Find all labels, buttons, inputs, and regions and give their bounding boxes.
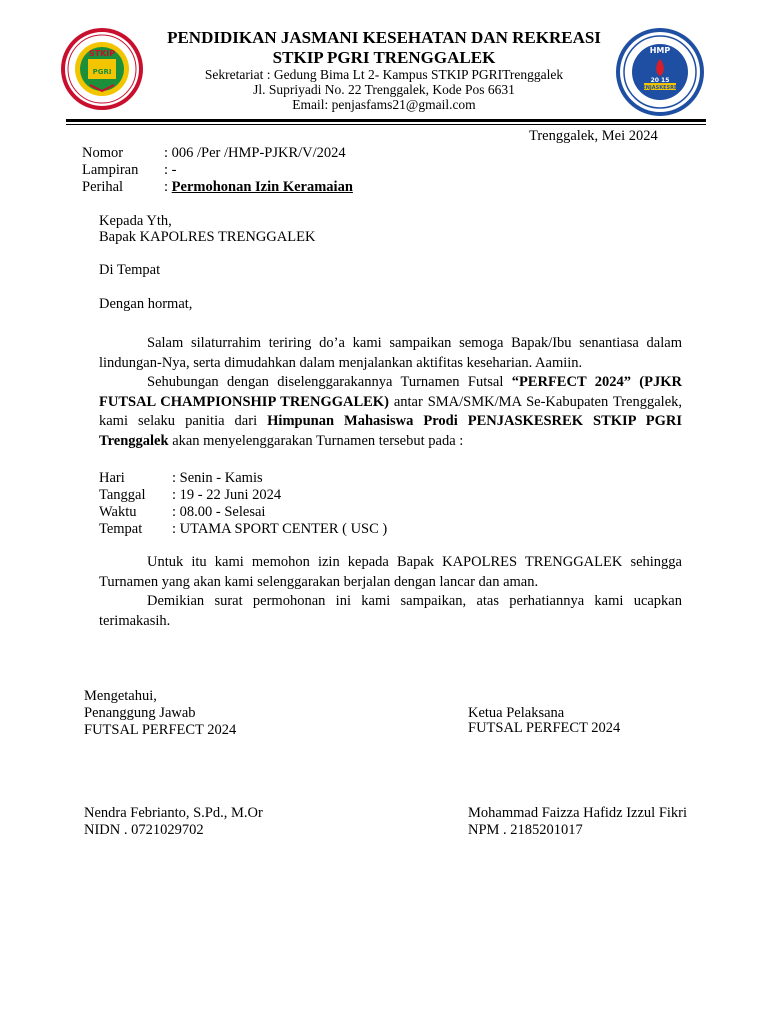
sign-left-id: NIDN . 0721029702 xyxy=(84,822,204,838)
schedule-tanggal-label: Tanggal xyxy=(99,487,146,503)
perihal-value-row xyxy=(164,179,353,196)
org-name-line1: PENDIDIKAN JASMANI KESEHATAN DAN REKREASI xyxy=(167,28,601,47)
body-p1-text: Salam silaturrahim teriring do’a kami sampaikan semoga Bapak/Ibu senantiasa dalam lindungan-Nya, serta dimudahkan dalam menjalankan aktifitas keseharian. Aamiin. xyxy=(99,335,682,371)
recipient-place: Di Tempat xyxy=(99,262,161,278)
salutation: Dengan hormat, xyxy=(99,296,193,312)
schedule-waktu-label: Waktu xyxy=(99,504,137,520)
schedule-hari-label: Hari xyxy=(99,470,125,486)
sign-right-role: Ketua Pelaksana xyxy=(468,705,565,721)
svg-text:STKIP: STKIP xyxy=(88,49,116,58)
schedule-tanggal-value: : 19 - 22 Juni 2024 xyxy=(172,487,282,503)
closing-p3-text: Untuk itu kami memohon izin kepada Bapak KAPOLRES TRENGGALEK sehingga Turnamen yang akan kami selenggarakan berjalan dengan lancar dan aman. xyxy=(99,554,682,590)
recipient-line1: Kepada Yth, xyxy=(99,213,172,229)
body-p2-org: Himpunan Mahasiswa Prodi PENJASKESREK STKIP PGRI Trenggalek xyxy=(99,413,682,449)
email-line: Email: penjasfams21@gmail.com xyxy=(292,97,476,112)
closing-p4-text: Demikian surat permohonan ini kami sampaikan, atas perhatiannya kami ucapkan terimakasih. xyxy=(99,593,682,629)
schedule-tempat-value: : UTAMA SPORT CENTER ( USC ) xyxy=(172,521,388,537)
date-line: Trenggalek, Mei 2024 xyxy=(529,128,658,144)
svg-text:PENJASKESREK: PENJASKESREK xyxy=(638,85,682,91)
perihal-value: Permohonan Izin Keramaian xyxy=(171,179,353,195)
address-line1: Sekretariat : Gedung Bima Lt 2- Kampus STKIP PGRITrenggalek xyxy=(204,67,564,82)
body-paragraph-2 xyxy=(99,373,682,451)
body-p2-event: “PERFECT 2024” (PJKR FUTSAL CHAMPIONSHIP TRENGGALEK) xyxy=(99,374,682,410)
sign-left-event: FUTSAL PERFECT 2024 xyxy=(84,722,237,738)
perihal-colon: : xyxy=(164,179,172,195)
nomor-label: Nomor xyxy=(82,145,124,161)
sign-right-event: FUTSAL PERFECT 2024 xyxy=(468,720,621,736)
address-line2: Jl. Supriyadi No. 22 Trenggalek, Kode Pos 6631 xyxy=(253,82,515,97)
sign-right-name: Mohammad Faizza Hafidz Izzul Fikri xyxy=(468,805,688,821)
schedule-tempat-label: Tempat xyxy=(99,521,143,537)
body-p2-c: antar SMA/SMK/MA Se-Kabupaten Trenggalek, kami selaku panitia dari xyxy=(99,393,683,429)
closing-paragraph-2 xyxy=(99,592,682,631)
body-p2-a: Sehubungan dengan diselenggarakannya Turnamen Futsal xyxy=(147,374,512,390)
body-paragraph-1 xyxy=(99,334,682,373)
sign-right-id: NPM . 2185201017 xyxy=(468,822,583,838)
perihal-label: Perihal xyxy=(82,179,124,195)
lampiran-value: : - xyxy=(164,162,177,178)
svg-text:20 15: 20 15 xyxy=(650,77,670,84)
header-rule-thin xyxy=(66,124,706,125)
sign-left-intro: Mengetahui, xyxy=(84,688,157,704)
schedule-hari-value: : Senin - Kamis xyxy=(172,470,263,486)
nomor-value: : 006 /Per /HMP-PJKR/V/2024 xyxy=(164,145,346,161)
svg-text:PGRI: PGRI xyxy=(92,68,112,76)
sign-left-name: Nendra Febrianto, S.Pd., M.Or xyxy=(84,805,263,821)
schedule-waktu-value: : 08.00 - Selesai xyxy=(172,504,266,520)
sign-left-role: Penanggung Jawab xyxy=(84,705,196,721)
org-name-line2: STKIP PGRI TRENGGALEK xyxy=(272,48,496,67)
closing-paragraph-1 xyxy=(99,553,682,592)
body-p2-e: akan menyelenggarakan Turnamen tersebut pada : xyxy=(168,432,464,449)
header-rule-thick xyxy=(66,119,706,122)
lampiran-label: Lampiran xyxy=(82,162,139,178)
svg-text:HMP: HMP xyxy=(649,46,671,55)
recipient-line2: Bapak KAPOLRES TRENGGALEK xyxy=(99,229,316,245)
